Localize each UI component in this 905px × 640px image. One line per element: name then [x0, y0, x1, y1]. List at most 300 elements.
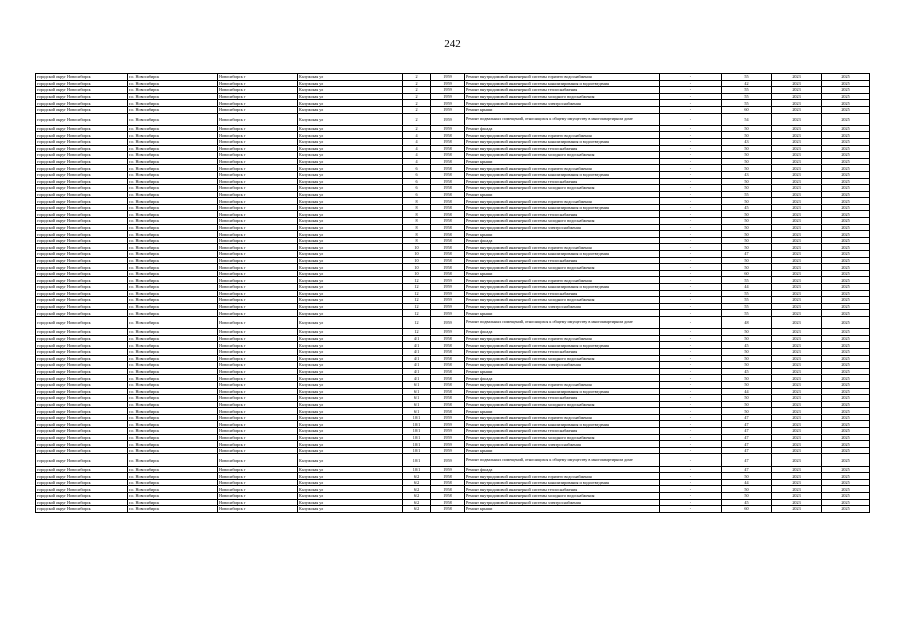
work-type-cell: Ремонт внутридомовой инженерной системы теплоснабжения	[465, 87, 660, 94]
city-cell: Новосибирск г	[218, 441, 298, 448]
city-cell: Новосибирск г	[218, 113, 298, 125]
year-start-cell: 2023	[772, 224, 822, 231]
dash-cell: -	[660, 395, 722, 402]
dash-cell: -	[660, 264, 722, 271]
table-row	[36, 204, 870, 211]
house-number-cell: 2	[403, 113, 431, 125]
year-start-cell: 2023	[772, 87, 822, 94]
year-end-cell: 2025	[822, 310, 870, 317]
settlement-cell: г.о. Новосибирск	[128, 106, 218, 113]
municipality-cell: городской округ Новосибирск	[36, 486, 128, 493]
municipality-cell: городской округ Новосибирск	[36, 441, 128, 448]
settlement-cell: г.о. Новосибирск	[128, 329, 218, 336]
work-type-cell: Ремонт внутридомовой инженерной системы горячего водоснабжения	[465, 414, 660, 421]
table-row	[36, 466, 870, 473]
build-year-cell: 1958	[431, 251, 465, 258]
settlement-cell: г.о. Новосибирск	[128, 132, 218, 139]
year-start-cell: 2023	[772, 113, 822, 125]
year-start-cell: 2023	[772, 257, 822, 264]
settlement-cell: г.о. Новосибирск	[128, 434, 218, 441]
street-cell: Калужская ул	[298, 421, 403, 428]
year-end-cell: 2025	[822, 231, 870, 238]
work-type-cell: Ремонт внутридомовой инженерной системы теплоснабжения	[465, 348, 660, 355]
settlement-cell: г.о. Новосибирск	[128, 401, 218, 408]
build-year-cell: 1958	[431, 178, 465, 185]
work-type-cell: Ремонт внутридомовой инженерной системы холодного водоснабжения	[465, 493, 660, 500]
work-type-cell: Ремонт внутридомовой инженерной системы теплоснабжения	[465, 486, 660, 493]
dash-cell: -	[660, 171, 722, 178]
year-start-cell: 2023	[772, 473, 822, 480]
build-year-cell: 1958	[431, 244, 465, 251]
house-number-cell: 4/1	[403, 368, 431, 375]
percent-cell: 50	[722, 231, 772, 238]
street-cell: Калужская ул	[298, 251, 403, 258]
house-number-cell: 10	[403, 244, 431, 251]
percent-cell: 47	[722, 421, 772, 428]
work-type-cell: Ремонт крыши	[465, 270, 660, 277]
build-year-cell: 1959	[431, 93, 465, 100]
work-type-cell: Ремонт внутридомовой инженерной системы канализирования и водоотведения	[465, 80, 660, 87]
street-cell: Калужская ул	[298, 178, 403, 185]
year-end-cell: 2025	[822, 257, 870, 264]
percent-cell: 50	[722, 178, 772, 185]
house-number-cell: 6/2	[403, 506, 431, 513]
municipality-cell: городской округ Новосибирск	[36, 191, 128, 198]
settlement-cell: г.о. Новосибирск	[128, 251, 218, 258]
street-cell: Калужская ул	[298, 355, 403, 362]
street-cell: Калужская ул	[298, 316, 403, 328]
percent-cell: 60	[722, 270, 772, 277]
street-cell: Калужская ул	[298, 303, 403, 310]
dash-cell: -	[660, 237, 722, 244]
percent-cell: 50	[722, 244, 772, 251]
municipality-cell: городской округ Новосибирск	[36, 244, 128, 251]
municipality-cell: городской округ Новосибирск	[36, 158, 128, 165]
dash-cell: -	[660, 428, 722, 435]
percent-cell: 50	[722, 224, 772, 231]
percent-cell: 47	[722, 428, 772, 435]
build-year-cell: 1958	[431, 342, 465, 349]
street-cell: Калужская ул	[298, 100, 403, 107]
house-number-cell: 10	[403, 257, 431, 264]
work-type-cell: Ремонт внутридомовой инженерной системы теплоснабжения	[465, 211, 660, 218]
table-row	[36, 408, 870, 415]
settlement-cell: г.о. Новосибирск	[128, 499, 218, 506]
house-number-cell: 12	[403, 329, 431, 336]
year-end-cell: 2025	[822, 204, 870, 211]
table-row	[36, 447, 870, 454]
table-row	[36, 171, 870, 178]
work-type-cell: Ремонт внутридомовой инженерной системы горячего водоснабжения	[465, 335, 660, 342]
municipality-cell: городской округ Новосибирск	[36, 408, 128, 415]
percent-cell: 50	[722, 335, 772, 342]
municipality-cell: городской округ Новосибирск	[36, 218, 128, 225]
work-type-cell: Ремонт крыши	[465, 191, 660, 198]
work-type-cell: Ремонт внутридомовой инженерной системы канализирования и водоотведения	[465, 342, 660, 349]
work-type-cell: Ремонт внутридомовой инженерной системы электроснабжения	[465, 441, 660, 448]
municipality-cell: городской округ Новосибирск	[36, 211, 128, 218]
build-year-cell: 1958	[431, 171, 465, 178]
percent-cell: 60	[722, 106, 772, 113]
work-type-cell: Ремонт внутридомовой инженерной системы теплоснабжения	[465, 257, 660, 264]
percent-cell: 50	[722, 375, 772, 382]
percent-cell: 55	[722, 290, 772, 297]
settlement-cell: г.о. Новосибирск	[128, 284, 218, 291]
year-end-cell: 2025	[822, 244, 870, 251]
house-number-cell: 8	[403, 204, 431, 211]
work-type-cell: Ремонт внутридомовой инженерной системы горячего водоснабжения	[465, 198, 660, 205]
street-cell: Калужская ул	[298, 244, 403, 251]
dash-cell: -	[660, 290, 722, 297]
street-cell: Калужская ул	[298, 125, 403, 132]
house-number-cell: 10/1	[403, 447, 431, 454]
settlement-cell: г.о. Новосибирск	[128, 244, 218, 251]
table-row	[36, 428, 870, 435]
settlement-cell: г.о. Новосибирск	[128, 348, 218, 355]
year-start-cell: 2023	[772, 145, 822, 152]
build-year-cell: 1958	[431, 408, 465, 415]
year-end-cell: 2025	[822, 145, 870, 152]
street-cell: Калужская ул	[298, 434, 403, 441]
build-year-cell: 1958	[431, 191, 465, 198]
dash-cell: -	[660, 198, 722, 205]
work-type-cell: Ремонт внутридомовой инженерной системы электроснабжения	[465, 303, 660, 310]
percent-cell: 50	[722, 152, 772, 159]
city-cell: Новосибирск г	[218, 93, 298, 100]
dash-cell: -	[660, 362, 722, 369]
street-cell: Калужская ул	[298, 152, 403, 159]
year-start-cell: 2023	[772, 132, 822, 139]
build-year-cell: 1958	[431, 237, 465, 244]
settlement-cell: г.о. Новосибирск	[128, 277, 218, 284]
city-cell: Новосибирск г	[218, 204, 298, 211]
municipality-cell: городской округ Новосибирск	[36, 342, 128, 349]
house-number-cell: 8	[403, 224, 431, 231]
street-cell: Калужская ул	[298, 428, 403, 435]
house-number-cell: 4	[403, 138, 431, 145]
city-cell: Новосибирск г	[218, 447, 298, 454]
work-type-cell: Ремонт внутридомовой инженерной системы горячего водоснабжения	[465, 132, 660, 139]
work-type-cell: Ремонт крыши	[465, 447, 660, 454]
build-year-cell: 1958	[431, 486, 465, 493]
settlement-cell: г.о. Новосибирск	[128, 479, 218, 486]
year-start-cell: 2023	[772, 178, 822, 185]
build-year-cell: 1958	[431, 165, 465, 172]
year-start-cell: 2023	[772, 191, 822, 198]
street-cell: Калужская ул	[298, 348, 403, 355]
settlement-cell: г.о. Новосибирск	[128, 395, 218, 402]
municipality-cell: городской округ Новосибирск	[36, 132, 128, 139]
dash-cell: -	[660, 414, 722, 421]
year-end-cell: 2025	[822, 185, 870, 192]
municipality-cell: городской округ Новосибирск	[36, 447, 128, 454]
city-cell: Новосибирск г	[218, 362, 298, 369]
house-number-cell: 12	[403, 316, 431, 328]
house-number-cell: 6/1	[403, 388, 431, 395]
street-cell: Калужская ул	[298, 158, 403, 165]
street-cell: Калужская ул	[298, 132, 403, 139]
municipality-cell: городской округ Новосибирск	[36, 106, 128, 113]
year-start-cell: 2023	[772, 264, 822, 271]
year-end-cell: 2025	[822, 152, 870, 159]
settlement-cell: г.о. Новосибирск	[128, 447, 218, 454]
year-start-cell: 2023	[772, 158, 822, 165]
settlement-cell: г.о. Новосибирск	[128, 178, 218, 185]
year-start-cell: 2023	[772, 171, 822, 178]
year-end-cell: 2025	[822, 454, 870, 466]
table-row	[36, 348, 870, 355]
city-cell: Новосибирск г	[218, 185, 298, 192]
year-end-cell: 2025	[822, 297, 870, 304]
dash-cell: -	[660, 303, 722, 310]
dash-cell: -	[660, 251, 722, 258]
municipality-cell: городской округ Новосибирск	[36, 204, 128, 211]
street-cell: Калужская ул	[298, 171, 403, 178]
year-start-cell: 2023	[772, 335, 822, 342]
settlement-cell: г.о. Новосибирск	[128, 224, 218, 231]
house-number-cell: 10/1	[403, 428, 431, 435]
year-end-cell: 2025	[822, 132, 870, 139]
street-cell: Калужская ул	[298, 375, 403, 382]
build-year-cell: 1959	[431, 106, 465, 113]
year-start-cell: 2023	[772, 401, 822, 408]
percent-cell: 44	[722, 388, 772, 395]
dash-cell: -	[660, 434, 722, 441]
year-start-cell: 2023	[772, 499, 822, 506]
year-end-cell: 2025	[822, 493, 870, 500]
table-row	[36, 368, 870, 375]
percent-cell: 50	[722, 493, 772, 500]
house-number-cell: 4	[403, 152, 431, 159]
dash-cell: -	[660, 100, 722, 107]
dash-cell: -	[660, 231, 722, 238]
percent-cell: 50	[722, 165, 772, 172]
city-cell: Новосибирск г	[218, 421, 298, 428]
dash-cell: -	[660, 447, 722, 454]
settlement-cell: г.о. Новосибирск	[128, 125, 218, 132]
table-row	[36, 493, 870, 500]
dash-cell: -	[660, 178, 722, 185]
year-end-cell: 2025	[822, 277, 870, 284]
municipality-cell: городской округ Новосибирск	[36, 506, 128, 513]
percent-cell: 47	[722, 441, 772, 448]
year-end-cell: 2025	[822, 316, 870, 328]
table-row	[36, 335, 870, 342]
build-year-cell: 1958	[431, 185, 465, 192]
year-start-cell: 2023	[772, 185, 822, 192]
settlement-cell: г.о. Новосибирск	[128, 264, 218, 271]
work-type-cell: Ремонт внутридомовой инженерной системы горячего водоснабжения	[465, 277, 660, 284]
work-type-cell: Ремонт внутридомовой инженерной системы холодного водоснабжения	[465, 152, 660, 159]
percent-cell: 60	[722, 506, 772, 513]
city-cell: Новосибирск г	[218, 499, 298, 506]
table-row	[36, 479, 870, 486]
percent-cell: 50	[722, 257, 772, 264]
dash-cell: -	[660, 329, 722, 336]
city-cell: Новосибирск г	[218, 80, 298, 87]
build-year-cell: 1959	[431, 454, 465, 466]
city-cell: Новосибирск г	[218, 106, 298, 113]
year-start-cell: 2023	[772, 303, 822, 310]
year-end-cell: 2025	[822, 138, 870, 145]
municipality-cell: городской округ Новосибирск	[36, 499, 128, 506]
build-year-cell: 1958	[431, 198, 465, 205]
table-row	[36, 297, 870, 304]
settlement-cell: г.о. Новосибирск	[128, 428, 218, 435]
street-cell: Калужская ул	[298, 342, 403, 349]
percent-cell: 50	[722, 401, 772, 408]
build-year-cell: 1958	[431, 204, 465, 211]
city-cell: Новосибирск г	[218, 479, 298, 486]
percent-cell: 50	[722, 362, 772, 369]
table-row	[36, 152, 870, 159]
year-end-cell: 2025	[822, 224, 870, 231]
city-cell: Новосибирск г	[218, 395, 298, 402]
build-year-cell: 1959	[431, 421, 465, 428]
dash-cell: -	[660, 342, 722, 349]
house-number-cell: 10	[403, 251, 431, 258]
settlement-cell: г.о. Новосибирск	[128, 408, 218, 415]
municipality-cell: городской округ Новосибирск	[36, 290, 128, 297]
settlement-cell: г.о. Новосибирск	[128, 158, 218, 165]
municipality-cell: городской округ Новосибирск	[36, 375, 128, 382]
year-start-cell: 2023	[772, 297, 822, 304]
build-year-cell: 1958	[431, 211, 465, 218]
dash-cell: -	[660, 80, 722, 87]
build-year-cell: 1958	[431, 145, 465, 152]
work-type-cell: Ремонт внутридомовой инженерной системы электроснабжения	[465, 100, 660, 107]
house-number-cell: 10/1	[403, 441, 431, 448]
build-year-cell: 1958	[431, 368, 465, 375]
dash-cell: -	[660, 185, 722, 192]
year-start-cell: 2023	[772, 106, 822, 113]
percent-cell: 50	[722, 473, 772, 480]
work-type-cell: Ремонт внутридомовой инженерной системы холодного водоснабжения	[465, 218, 660, 225]
settlement-cell: г.о. Новосибирск	[128, 375, 218, 382]
percent-cell: 55	[722, 100, 772, 107]
municipality-cell: городской округ Новосибирск	[36, 145, 128, 152]
year-end-cell: 2025	[822, 191, 870, 198]
dash-cell: -	[660, 87, 722, 94]
year-end-cell: 2025	[822, 165, 870, 172]
build-year-cell: 1959	[431, 113, 465, 125]
build-year-cell: 1958	[431, 499, 465, 506]
build-year-cell: 1958	[431, 231, 465, 238]
city-cell: Новосибирск г	[218, 270, 298, 277]
year-start-cell: 2023	[772, 198, 822, 205]
percent-cell: 50	[722, 329, 772, 336]
work-type-cell: Ремонт фасада	[465, 237, 660, 244]
work-type-cell: Ремонт внутридомовой инженерной системы канализирования и водоотведения	[465, 284, 660, 291]
settlement-cell: г.о. Новосибирск	[128, 466, 218, 473]
street-cell: Калужская ул	[298, 441, 403, 448]
city-cell: Новосибирск г	[218, 401, 298, 408]
settlement-cell: г.о. Новосибирск	[128, 473, 218, 480]
year-end-cell: 2025	[822, 329, 870, 336]
table-row	[36, 329, 870, 336]
dash-cell: -	[660, 493, 722, 500]
municipality-cell: городской округ Новосибирск	[36, 388, 128, 395]
city-cell: Новосибирск г	[218, 434, 298, 441]
percent-cell: 55	[722, 74, 772, 81]
city-cell: Новосибирск г	[218, 257, 298, 264]
build-year-cell: 1959	[431, 74, 465, 81]
dash-cell: -	[660, 375, 722, 382]
work-type-cell: Ремонт внутридомовой инженерной системы горячего водоснабжения	[465, 74, 660, 81]
year-end-cell: 2025	[822, 355, 870, 362]
year-end-cell: 2025	[822, 434, 870, 441]
year-start-cell: 2023	[772, 138, 822, 145]
house-number-cell: 4/1	[403, 355, 431, 362]
settlement-cell: г.о. Новосибирск	[128, 191, 218, 198]
street-cell: Калужская ул	[298, 87, 403, 94]
city-cell: Новосибирск г	[218, 211, 298, 218]
settlement-cell: г.о. Новосибирск	[128, 303, 218, 310]
settlement-cell: г.о. Новосибирск	[128, 74, 218, 81]
work-type-cell: Ремонт внутридомовой инженерной системы холодного водоснабжения	[465, 401, 660, 408]
street-cell: Калужская ул	[298, 165, 403, 172]
street-cell: Калужская ул	[298, 381, 403, 388]
dash-cell: -	[660, 145, 722, 152]
city-cell: Новосибирск г	[218, 335, 298, 342]
year-end-cell: 2025	[822, 87, 870, 94]
settlement-cell: г.о. Новосибирск	[128, 165, 218, 172]
city-cell: Новосибирск г	[218, 342, 298, 349]
table-row	[36, 106, 870, 113]
year-start-cell: 2023	[772, 204, 822, 211]
settlement-cell: г.о. Новосибирск	[128, 310, 218, 317]
build-year-cell: 1959	[431, 303, 465, 310]
street-cell: Калужская ул	[298, 297, 403, 304]
municipality-cell: городской округ Новосибирск	[36, 284, 128, 291]
city-cell: Новосибирск г	[218, 473, 298, 480]
dash-cell: -	[660, 158, 722, 165]
municipality-cell: городской округ Новосибирск	[36, 348, 128, 355]
house-number-cell: 4	[403, 132, 431, 139]
build-year-cell: 1958	[431, 381, 465, 388]
house-number-cell: 6	[403, 178, 431, 185]
house-number-cell: 6	[403, 165, 431, 172]
table-row	[36, 381, 870, 388]
municipality-cell: городской округ Новосибирск	[36, 434, 128, 441]
street-cell: Калужская ул	[298, 414, 403, 421]
build-year-cell: 1959	[431, 284, 465, 291]
house-number-cell: 6/1	[403, 408, 431, 415]
capital-repair-table	[35, 73, 869, 513]
year-start-cell: 2023	[772, 100, 822, 107]
build-year-cell: 1958	[431, 218, 465, 225]
year-start-cell: 2023	[772, 447, 822, 454]
table-row	[36, 244, 870, 251]
year-end-cell: 2025	[822, 284, 870, 291]
year-end-cell: 2025	[822, 290, 870, 297]
settlement-cell: г.о. Новосибирск	[128, 355, 218, 362]
table-row	[36, 473, 870, 480]
street-cell: Калужская ул	[298, 506, 403, 513]
year-end-cell: 2025	[822, 479, 870, 486]
percent-cell: 55	[722, 297, 772, 304]
street-cell: Калужская ул	[298, 198, 403, 205]
percent-cell: 43	[722, 138, 772, 145]
settlement-cell: г.о. Новосибирск	[128, 185, 218, 192]
street-cell: Калужская ул	[298, 264, 403, 271]
city-cell: Новосибирск г	[218, 231, 298, 238]
page-number: 242	[444, 38, 461, 50]
street-cell: Калужская ул	[298, 473, 403, 480]
city-cell: Новосибирск г	[218, 486, 298, 493]
work-type-cell: Ремонт подвальных помещений, относящихся к общему имуществу в многоквартирном доме	[465, 454, 660, 466]
settlement-cell: г.о. Новосибирск	[128, 231, 218, 238]
